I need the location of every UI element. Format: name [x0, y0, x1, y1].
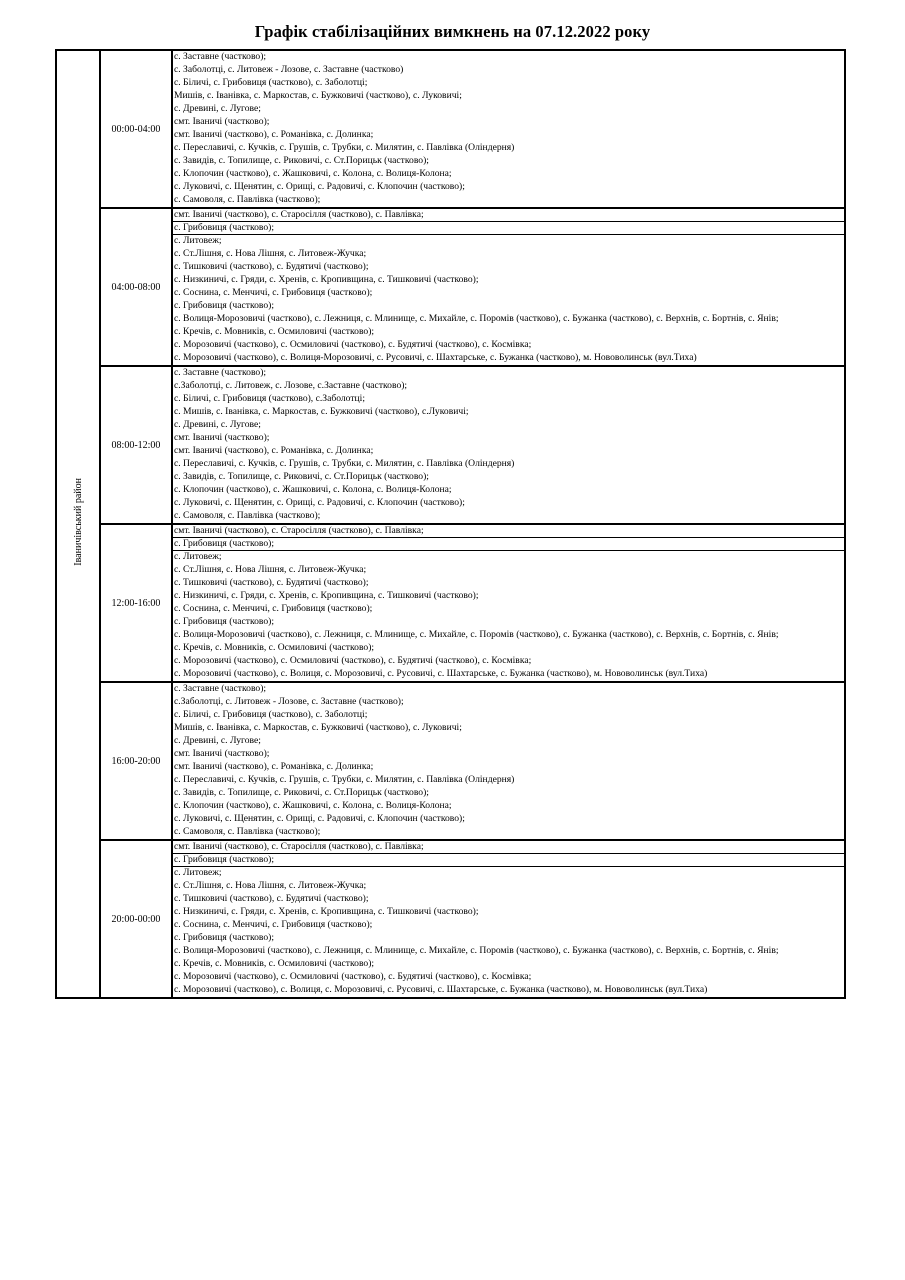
- settlement-line: с. Соснина, с. Менчичі, с. Грибовиця (частково);: [174, 603, 373, 614]
- settlement-line: с. Ст.Лішня, с. Нова Лішня, с. Литовеж-Жучка;: [174, 564, 367, 575]
- settlement-line: с.Заболотці, с. Литовеж, с. Лозове, с.Заставне (частково);: [174, 380, 408, 391]
- settlement-line: с. Луковичі, с. Щенятин, с. Орищі, с. Радовичі, с. Клопочин (частково);: [174, 181, 465, 192]
- settlement-line: с. Литовеж;: [174, 867, 222, 878]
- settlement-line: с. Заставне (частково);: [174, 683, 267, 694]
- settlement-line: с. Луковичі, с. Щенятин, с. Орищі, с. Радовичі, с. Клопочин (частково);: [174, 497, 465, 508]
- settlement-line: с. Клопочин (частково), с. Жашковичі, с. Колона, с. Волиця-Колона;: [174, 484, 452, 495]
- settlement-line: с. Завидів, с. Топилище, с. Риковичі, с. Ст.Порицьк (частково);: [174, 155, 429, 166]
- settlement-line: с. Тишковичі (частково), с. Будятичі (частково);: [174, 893, 369, 904]
- settlement-line: Мишів, с. Іванівка, с. Маркостав, с. Бужковичі (частково), с. Луковичі;: [174, 90, 462, 101]
- settlement-line: с. Кречів, с. Мовників, с. Осмиловичі (частково);: [174, 642, 375, 653]
- settlements-cell: [172, 366, 845, 524]
- settlement-line: с. Завидів, с. Топилище, с. Риковичі, с. Ст.Порицьк (частково);: [174, 471, 429, 482]
- settlement-line: с. Заставне (частково);: [174, 367, 267, 378]
- settlement-line: смт. Іваничі (частково);: [174, 432, 270, 443]
- time-slot-row: [56, 208, 845, 366]
- settlement-line: с. Переславичі, с. Кучків, с. Грушів, с. Трубки, с. Милятин, с. Павлівка (Оліндерня): [174, 142, 515, 153]
- settlement-line: с. Морозовичі (частково), с. Волиця, с. Морозовичі, с. Русовичі, с. Шахтарське, с. Бужанка (частково), м. Нововолинськ (вул.Тиха): [174, 984, 708, 995]
- settlement-line: с. Морозовичі (частково), с. Волиця-Морозовичі, с. Русовичі, с. Шахтарське, с. Бужанка (частково), м. Нововолинськ (вул.Тиха): [174, 352, 697, 363]
- time-slot-label: 00:00-04:00: [100, 50, 172, 208]
- settlement-line: с. Низкиничі, с. Гряди, с. Хренів, с. Кропивщина, с. Тишковичі (частково);: [174, 590, 479, 601]
- time-slot-label: 08:00-12:00: [100, 366, 172, 524]
- settlement-line: смт. Іваничі (частково), с. Романівка, с. Долинка;: [174, 129, 374, 140]
- settlement-line: с. Волиця-Морозовичі (частково), с. Лежниця, с. Млинище, с. Михайле, с. Поромів (частково), с. Бужанка (частково), с. Верхнів, с. Бортнів, с. Янів;: [174, 945, 779, 956]
- settlement-line: смт. Іваничі (частково), с. Старосілля (частково), с. Павлівка;: [173, 525, 844, 538]
- settlement-line: с. Древині, с. Лугове;: [174, 735, 261, 746]
- settlement-line: с. Самоволя, с. Павлівка (частково);: [174, 194, 321, 205]
- settlement-line: с. Грибовиця (частково);: [174, 616, 275, 627]
- settlement-line: с. Переславичі, с. Кучків, с. Грушів, с. Трубки, с. Милятин, с. Павлівка (Оліндерня): [174, 774, 515, 785]
- settlement-line: с. Литовеж;: [174, 235, 222, 246]
- settlement-line: с. Соснина, с. Менчичі, с. Грибовиця (частково);: [174, 287, 373, 298]
- settlement-line: с. Заболотці, с. Литовеж - Лозове, с. Заставне (частково): [174, 64, 404, 75]
- settlement-line: смт. Іваничі (частково);: [174, 748, 270, 759]
- settlement-line: с. Грибовиця (частково);: [174, 300, 275, 311]
- settlement-line: с. Клопочин (частково), с. Жашковичі, с. Колона, с. Волиця-Колона;: [174, 168, 452, 179]
- settlement-line: с. Заставне (частково);: [174, 51, 267, 62]
- settlement-line: с. Ст.Лішня, с. Нова Лішня, с. Литовеж-Жучка;: [174, 880, 367, 891]
- schedule-table: [55, 49, 846, 999]
- settlement-line: с. Соснина, с. Менчичі, с. Грибовиця (частково);: [174, 919, 373, 930]
- settlement-line: с. Древині, с. Лугове;: [174, 419, 261, 430]
- time-slot-label: 20:00-00:00: [100, 840, 172, 998]
- settlement-line: с. Ст.Лішня, с. Нова Лішня, с. Литовеж-Жучка;: [174, 248, 367, 259]
- settlement-line: с. Біличі, с. Грибовиця (частково), с. Заболотці;: [174, 709, 368, 720]
- settlement-line: с. Морозовичі (частково), с. Осмиловичі (частково), с. Будятичі (частково), с. Космівка;: [174, 339, 532, 350]
- settlements-cell: [172, 50, 845, 208]
- settlement-line: с. Самоволя, с. Павлівка (частково);: [174, 826, 321, 837]
- settlement-line: с. Біличі, с. Грибовиця (частково), с. Заболотці;: [174, 77, 368, 88]
- district-name: Іваничівський район: [72, 477, 84, 566]
- settlements-cell: [172, 208, 845, 366]
- district-cell: [56, 50, 100, 998]
- settlements-cell: [172, 682, 845, 840]
- settlement-line: смт. Іваничі (частково), с. Старосілля (частково), с. Павлівка;: [173, 209, 844, 222]
- settlement-line: с. Низкиничі, с. Гряди, с. Хренів, с. Кропивщина, с. Тишковичі (частково);: [174, 906, 479, 917]
- settlement-line: с. Морозовичі (частково), с. Волиця, с. Морозовичі, с. Русовичі, с. Шахтарське, с. Бужанка (частково), м. Нововолинськ (вул.Тиха): [174, 668, 708, 679]
- settlement-line: с. Кречів, с. Мовників, с. Осмиловичі (частково);: [174, 958, 375, 969]
- settlement-line: смт. Іваничі (частково), с. Романівка, с. Долинка;: [174, 761, 374, 772]
- settlement-line: смт. Іваничі (частково);: [174, 116, 270, 127]
- time-slot-label: 16:00-20:00: [100, 682, 172, 840]
- time-slot-row: [56, 682, 845, 840]
- settlement-line: с. Біличі, с. Грибовиця (частково), с.Заболотці;: [174, 393, 365, 404]
- settlement-line: с. Тишковичі (частково), с. Будятичі (частково);: [174, 261, 369, 272]
- settlement-line: с. Грибовиця (частково);: [173, 222, 844, 235]
- time-slot-row: [56, 524, 845, 682]
- time-slot-label: 04:00-08:00: [100, 208, 172, 366]
- settlement-line: с.Заболотці, с. Литовеж - Лозове, с. Заставне (частково);: [174, 696, 404, 707]
- settlements-cell: [172, 840, 845, 998]
- settlement-line: с. Самоволя, с. Павлівка (частково);: [174, 510, 321, 521]
- settlement-line: с. Волиця-Морозовичі (частково), с. Лежниця, с. Млинище, с. Михайле, с. Поромів (частково), с. Бужанка (частково), с. Верхнів, с. Бортнів, с. Янів;: [174, 629, 779, 640]
- settlement-line: с. Литовеж;: [174, 551, 222, 562]
- settlement-line: с. Грибовиця (частково);: [174, 932, 275, 943]
- settlement-line: с. Морозовичі (частково), с. Осмиловичі (частково), с. Будятичі (частково), с. Космівка;: [174, 971, 532, 982]
- time-slot-row: [56, 366, 845, 524]
- settlement-line: с. Луковичі, с. Щенятин, с. Орищі, с. Радовичі, с. Клопочин (частково);: [174, 813, 465, 824]
- settlement-line: с. Грибовиця (частково);: [173, 854, 844, 867]
- settlement-line: с. Кречів, с. Мовників, с. Осмиловичі (частково);: [174, 326, 375, 337]
- settlement-line: с. Переславичі, с. Кучків, с. Грушів, с. Трубки, с. Милятин, с. Павлівка (Оліндерня): [174, 458, 515, 469]
- settlement-line: с. Морозовичі (частково), с. Осмиловичі (частково), с. Будятичі (частково), с. Космівка;: [174, 655, 532, 666]
- time-slot-row: [56, 50, 845, 208]
- settlement-line: смт. Іваничі (частково), с. Старосілля (частково), с. Павлівка;: [173, 841, 844, 854]
- time-slot-row: [56, 840, 845, 998]
- settlement-line: с. Древині, с. Лугове;: [174, 103, 261, 114]
- settlement-line: смт. Іваничі (частково), с. Романівка, с. Долинка;: [174, 445, 374, 456]
- settlement-line: Мишів, с. Іванівка, с. Маркостав, с. Бужковичі (частково), с. Луковичі;: [174, 722, 462, 733]
- settlement-line: с. Завидів, с. Топилище, с. Риковичі, с. Ст.Порицьк (частково);: [174, 787, 429, 798]
- settlement-line: с. Волиця-Морозовичі (частково), с. Лежниця, с. Млинище, с. Михайле, с. Поромів (частково), с. Бужанка (частково), с. Верхнів, с. Бортнів, с. Янів;: [174, 313, 779, 324]
- settlement-line: с. Грибовиця (частково);: [173, 538, 844, 551]
- time-slot-label: 12:00-16:00: [100, 524, 172, 682]
- settlement-line: с. Мишів, с. Іванівка, с. Маркостав, с. Бужковичі (частково), с.Луковичі;: [174, 406, 469, 417]
- page-title: Графік стабілізаційних вимкнень на 07.12.2022 року: [254, 22, 651, 41]
- settlements-cell: [172, 524, 845, 682]
- settlement-line: с. Тишковичі (частково), с. Будятичі (частково);: [174, 577, 369, 588]
- settlement-line: с. Клопочин (частково), с. Жашковичі, с. Колона, с. Волиця-Колона;: [174, 800, 452, 811]
- settlement-line: с. Низкиничі, с. Гряди, с. Хренів, с. Кропивщина, с. Тишковичі (частково);: [174, 274, 479, 285]
